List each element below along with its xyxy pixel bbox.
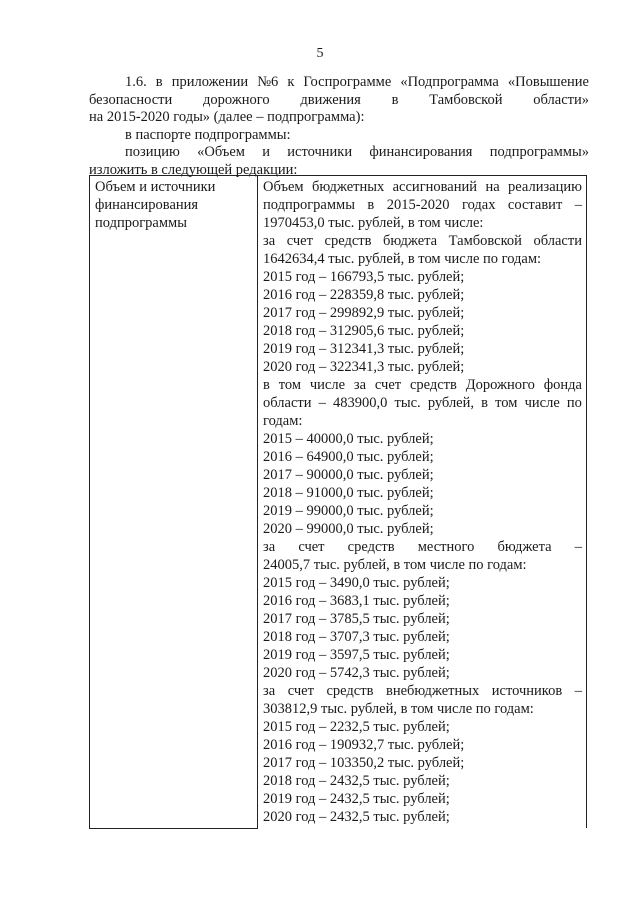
position-title-cell: [90, 176, 258, 829]
word: фонда: [543, 377, 582, 393]
year-line: 2016 год – 3683,1 тыс. рублей;: [263, 593, 450, 609]
word: числе: [524, 395, 560, 411]
year-line: 2018 год – 2432,5 тыс. рублей;: [263, 773, 450, 789]
year-line: 2016 год – 190932,7 тыс. рублей;: [263, 737, 465, 753]
word: за: [263, 233, 276, 249]
word: за: [353, 377, 367, 393]
year-line: 2015 год – 3490,0 тыс. рублей;: [263, 575, 450, 591]
intro-word: «Подпрограмма: [400, 74, 499, 90]
intro-word: приложении: [171, 74, 249, 90]
intro-word: Госпрограмме: [303, 74, 392, 90]
word: составит: [507, 197, 563, 213]
word: местного: [417, 539, 475, 555]
intro-word: источники: [287, 144, 353, 160]
intro-word: 1.6.: [125, 74, 147, 90]
intro-word: в: [155, 74, 163, 90]
word: Дорожного: [465, 377, 535, 393]
year-line: 2017 год – 299892,9 тыс. рублей;: [263, 305, 465, 321]
extrabudgetary-block: [263, 682, 582, 826]
word: бюджетных: [312, 179, 385, 195]
word: 2015-2020: [386, 197, 450, 213]
intro-word: №6: [257, 74, 279, 90]
intro-line-6: изложить в следующей редакции:: [89, 161, 298, 178]
word: средств: [347, 539, 395, 555]
text-line: [263, 394, 582, 412]
intro-word: «Повышение: [507, 74, 589, 90]
intro-word: движения: [300, 91, 361, 108]
word: –: [574, 197, 582, 213]
word: за: [263, 683, 276, 699]
year-line: 2019 год – 2432,5 тыс. рублей;: [263, 791, 450, 807]
year-line: 2017 год – 103350,2 тыс. рублей;: [263, 755, 465, 771]
page-number: 5: [316, 46, 324, 61]
word: Тамбовской: [448, 233, 522, 249]
year-line: 2020 год – 322341,3 тыс. рублей;: [263, 359, 465, 375]
intro-word: в: [391, 91, 399, 108]
word: внебюджетных: [385, 683, 480, 699]
intro-word: подпрограммы»: [489, 144, 589, 160]
word: –: [574, 539, 582, 555]
word: рублей,: [427, 395, 475, 411]
text-line: годам:: [263, 413, 303, 429]
word: том: [495, 395, 518, 411]
position-title-line: подпрограммы: [95, 215, 187, 231]
text-line: 303812,9 тыс. рублей, в том числе по годам:: [263, 701, 534, 717]
year-line: 2017 год – 3785,5 тыс. рублей;: [263, 611, 450, 627]
word: –: [318, 395, 326, 411]
year-line: 2015 год – 2232,5 тыс. рублей;: [263, 719, 450, 735]
word: в: [481, 395, 489, 411]
text-line: [263, 232, 582, 250]
intro-line-4: в паспорте подпрограммы:: [125, 126, 291, 143]
word: тыс.: [394, 395, 421, 411]
word: реализацию: [508, 179, 582, 195]
intro-line-3: на 2015-2020 годы» (далее – подпрограмма):: [89, 109, 365, 125]
year-line: 2018 год – 312905,6 тыс. рублей;: [263, 323, 465, 339]
text-line: [263, 538, 582, 556]
year-line: 2020 год – 5742,3 тыс. рублей;: [263, 665, 450, 681]
year-line: 2018 – 91000,0 тыс. рублей;: [263, 485, 434, 501]
road-fund-block: [263, 376, 582, 538]
word: счет: [287, 683, 314, 699]
word: источников: [491, 683, 563, 699]
word: счет: [374, 377, 402, 393]
word: области: [533, 233, 582, 249]
word: счет: [298, 539, 325, 555]
position-title-line: Объем и источники: [95, 179, 216, 195]
intro-word: и: [262, 144, 271, 160]
word: подпрограммы: [263, 197, 355, 213]
year-line: 2016 – 64900,0 тыс. рублей;: [263, 449, 434, 465]
intro-line-5: [89, 144, 589, 162]
word: том: [278, 377, 301, 393]
year-line: 2017 – 90000,0 тыс. рублей;: [263, 467, 434, 483]
funding-details-cell: [258, 176, 587, 829]
intro-word: «Объем: [197, 144, 245, 160]
year-line: 2015 год – 166793,5 тыс. рублей;: [263, 269, 465, 285]
word: в: [367, 197, 375, 213]
local-budget-block: [263, 538, 582, 682]
year-line: 2019 – 99000,0 тыс. рублей;: [263, 503, 434, 519]
word: на: [485, 179, 500, 195]
word: в: [263, 377, 270, 393]
year-line: 2019 год – 312341,3 тыс. рублей;: [263, 341, 465, 357]
year-line: 2020 год – 2432,5 тыс. рублей;: [263, 809, 450, 825]
text-line: 24005,7 тыс. рублей, в том числе по годам:: [263, 557, 527, 573]
text-line: [263, 196, 582, 214]
text-line: [263, 682, 582, 700]
intro-word: безопасности: [89, 91, 173, 108]
intro-word: к: [287, 74, 295, 90]
intro-line-2: [89, 92, 589, 110]
year-line: 2015 – 40000,0 тыс. рублей;: [263, 431, 434, 447]
word: за: [263, 539, 276, 555]
year-line: 2020 – 99000,0 тыс. рублей;: [263, 521, 434, 537]
word: бюджета: [383, 233, 438, 249]
word: бюджета: [497, 539, 552, 555]
text-line: 1970453,0 тыс. рублей, в том числе:: [263, 215, 484, 231]
total-volume-block: [263, 178, 582, 232]
text-line: 1642634,4 тыс. рублей, в том числе по годам:: [263, 251, 542, 267]
intro-word: области»: [533, 91, 589, 108]
intro-word: позицию: [125, 144, 180, 160]
intro-text: [89, 74, 589, 179]
table-row: [90, 176, 587, 829]
word: Объем: [263, 179, 304, 195]
intro-line-1: [89, 74, 589, 92]
intro-word: финансирования: [369, 144, 473, 160]
year-line: 2018 год – 3707,3 тыс. рублей;: [263, 629, 450, 645]
regional-budget-block: [263, 232, 582, 376]
intro-word: Тамбовской: [429, 91, 503, 108]
text-line: [263, 178, 582, 196]
year-line: 2019 год – 3597,5 тыс. рублей;: [263, 647, 450, 663]
word: ассигнований: [392, 179, 478, 195]
position-title-line: финансирования: [95, 197, 199, 213]
word: средств: [324, 233, 372, 249]
word: 483900,0: [333, 395, 388, 411]
word: по: [566, 395, 582, 411]
word: счет: [286, 233, 313, 249]
word: числе: [309, 377, 346, 393]
word: области: [263, 395, 312, 411]
word: средств: [326, 683, 374, 699]
passport-table: [89, 175, 587, 829]
word: годах: [461, 197, 496, 213]
text-line: [263, 376, 582, 394]
year-line: 2016 год – 228359,8 тыс. рублей;: [263, 287, 465, 303]
intro-word: дорожного: [203, 91, 270, 108]
word: средств: [409, 377, 457, 393]
word: –: [574, 683, 582, 699]
